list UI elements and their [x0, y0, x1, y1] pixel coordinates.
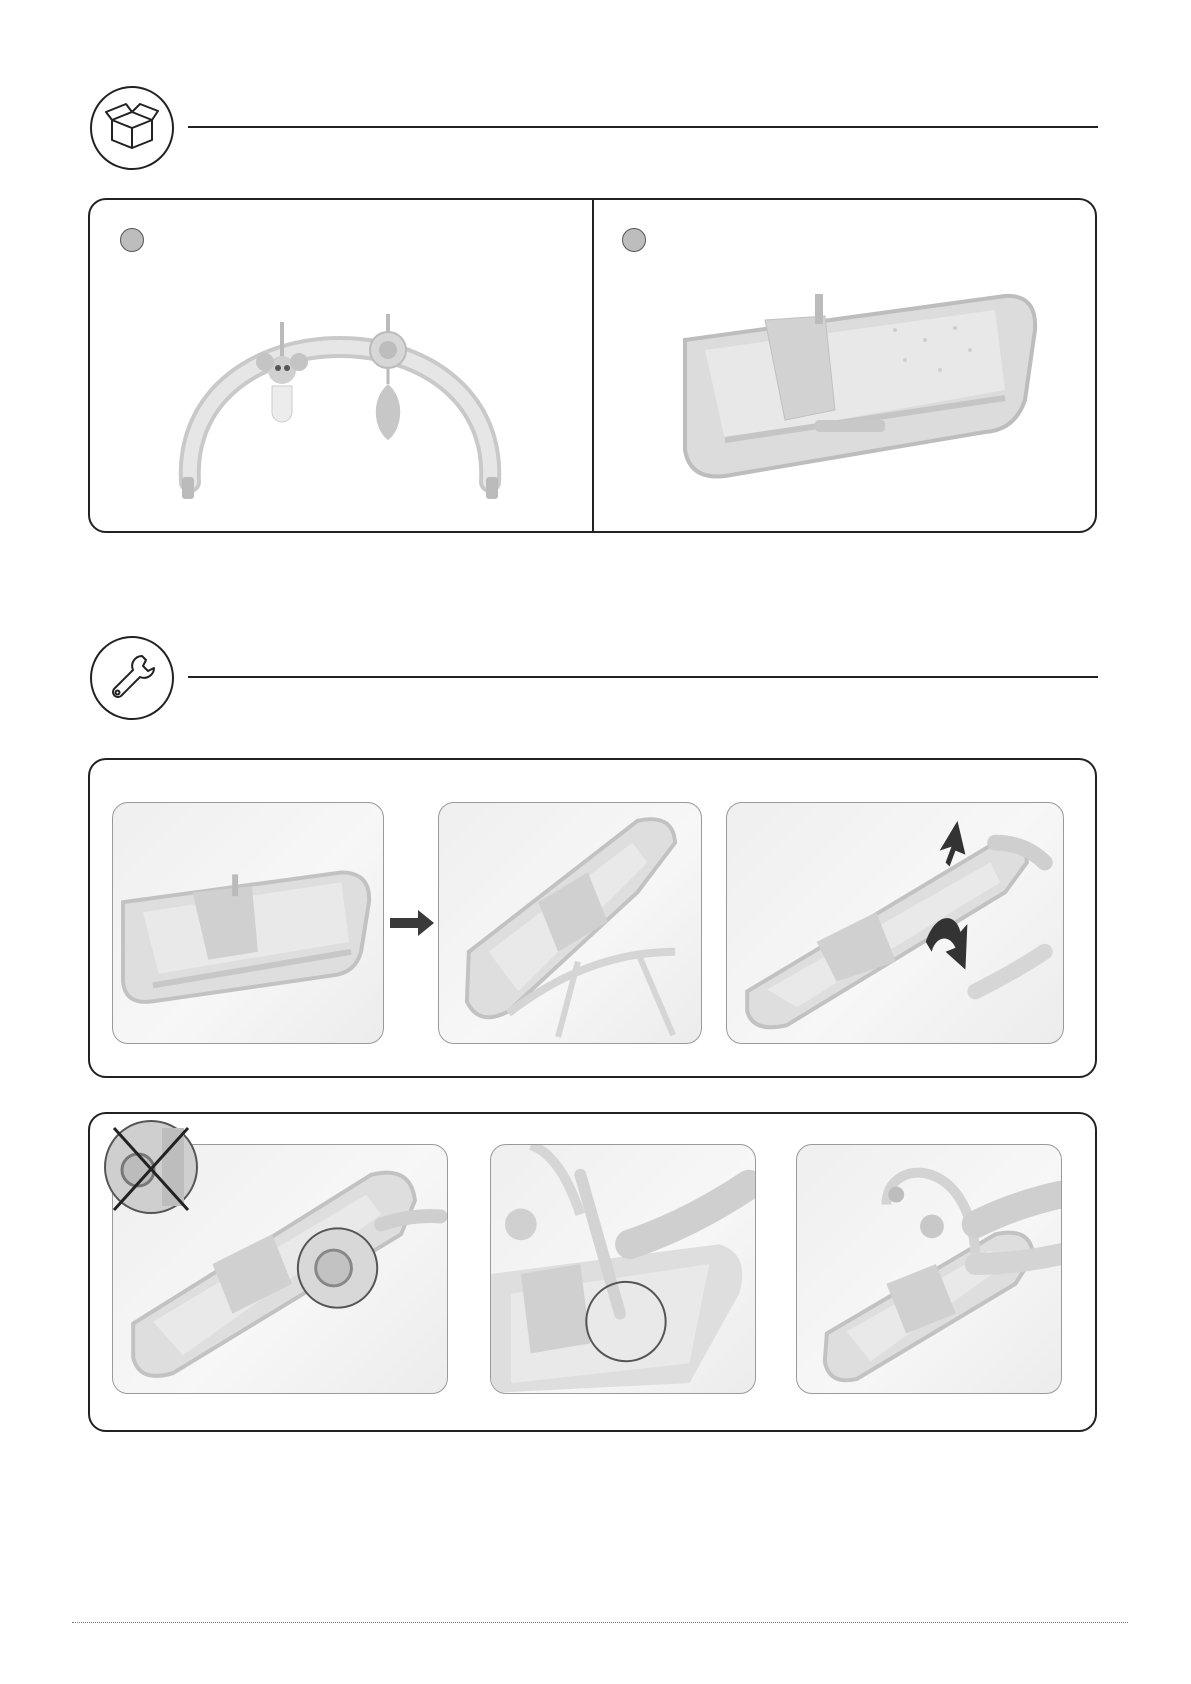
contents-section-rule	[188, 126, 1098, 128]
toy-bar-attached-photo	[796, 1144, 1062, 1394]
item-number-badge	[120, 228, 144, 252]
bouncer-seat-icon	[665, 280, 1055, 490]
step-arrow	[390, 910, 434, 936]
toy-bar-illustration	[170, 262, 510, 502]
unfolded-bouncer-photo	[438, 802, 702, 1044]
contents-panel	[88, 198, 1097, 533]
assembly-step-panel-2	[88, 1112, 1097, 1432]
assembly-step-panel-1	[88, 758, 1097, 1078]
assembly-section-rule	[188, 676, 1098, 678]
assembly-section-icon	[90, 636, 174, 720]
wrench-icon	[104, 650, 160, 706]
page-footer-rule	[72, 1622, 1128, 1623]
contents-panel-divider	[592, 200, 594, 531]
crossed-out-wrong-insert-icon	[102, 1118, 200, 1216]
item-number-badge	[622, 228, 646, 252]
folded-bouncer-photo	[112, 802, 384, 1044]
contents-section-icon	[90, 86, 174, 170]
arrow-right-icon	[390, 910, 434, 936]
raise-backrest-photo	[726, 802, 1064, 1044]
box-icon	[102, 98, 162, 158]
wrong-insert-warning	[102, 1118, 200, 1216]
toy-bar-icon	[170, 262, 510, 502]
bouncer-seat-illustration	[665, 280, 1055, 490]
insert-toy-bar-photo	[490, 1144, 756, 1394]
